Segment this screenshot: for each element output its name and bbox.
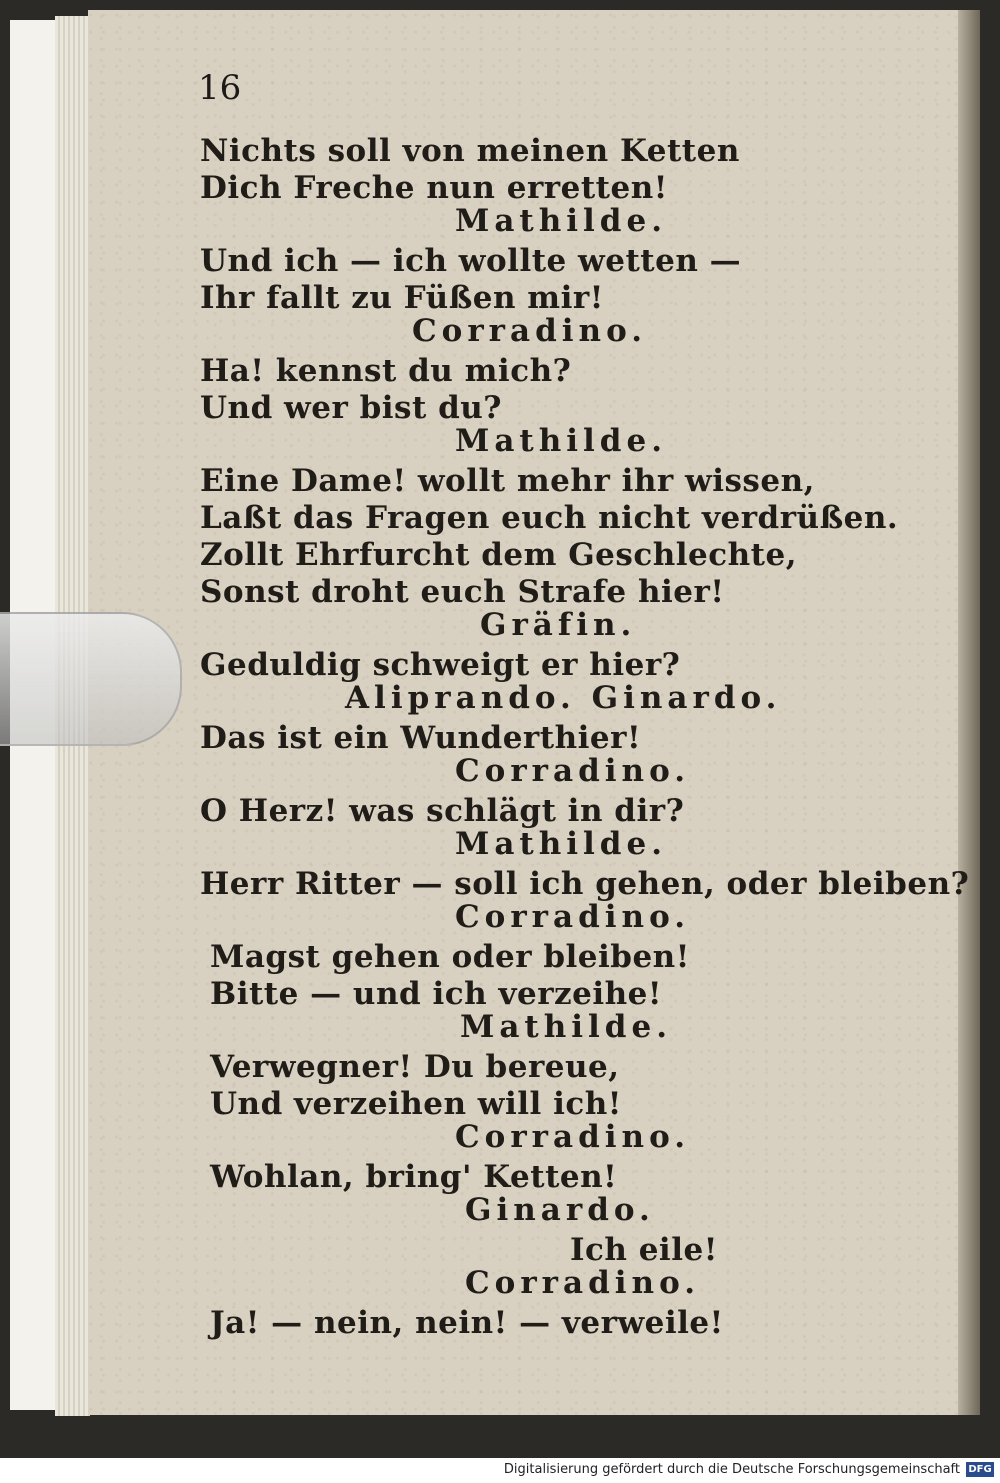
speaker-name: Aliprando. Ginardo. <box>345 680 782 716</box>
verse-line: Und verzeihen will ich! <box>210 1086 622 1122</box>
speaker-name: Ginardo. <box>465 1192 655 1228</box>
verse-line: Zollt Ehrfurcht dem Geschlechte, <box>200 537 798 573</box>
verse-line: Und wer bist du? <box>200 390 502 426</box>
verse-line: Ihr fallt zu Füßen mir! <box>200 280 604 316</box>
verse-line: Laßt das Fragen euch nicht verdrüßen. <box>200 500 899 536</box>
verse-line: Bitte — und ich verzeihe! <box>210 976 662 1012</box>
book-spine-shadow <box>958 10 980 1415</box>
speaker-name: Mathilde. <box>455 826 668 862</box>
verse-line: Und ich — ich wollte wetten — <box>200 243 742 279</box>
verse-line: Verwegner! Du bereue, <box>210 1049 620 1085</box>
page-clip <box>0 612 182 746</box>
page-number: 16 <box>198 68 242 108</box>
footer-bar <box>0 1458 1000 1483</box>
speaker-name: Corradino. <box>455 753 691 789</box>
verse-line: Ja! — nein, nein! — verweile! <box>210 1305 724 1341</box>
verse-line: Wohlan, bring' Ketten! <box>210 1159 618 1195</box>
speaker-name: Corradino. <box>455 1119 691 1155</box>
verse-line: Dich Freche nun erretten! <box>200 170 668 206</box>
speaker-name: Mathilde. <box>455 203 668 239</box>
speaker-name: Mathilde. <box>455 423 668 459</box>
verse-line: Das ist ein Wunderthier! <box>200 720 642 756</box>
verse-line: Herr Ritter — soll ich gehen, oder bleiben? <box>200 866 970 902</box>
verse-line: Sonst droht euch Strafe hier! <box>200 574 725 610</box>
speaker-name: Mathilde. <box>460 1009 673 1045</box>
speaker-name: Corradino. <box>465 1265 701 1301</box>
speaker-name: Corradino. <box>412 313 648 349</box>
speaker-name: Corradino. <box>455 899 691 935</box>
verse-line: O Herz! was schlägt in dir? <box>200 793 685 829</box>
verse-line: Magst gehen oder bleiben! <box>210 939 690 975</box>
dfg-logo: DFG <box>966 1462 994 1477</box>
verse-line: Nichts soll von meinen Ketten <box>200 133 740 169</box>
speaker-name: Gräfin. <box>480 607 637 643</box>
verse-line: Ha! kennst du mich? <box>200 353 572 389</box>
verse-line: Ich eile! <box>570 1232 718 1268</box>
verse-line: Geduldig schweigt er hier? <box>200 647 681 683</box>
verse-line: Eine Dame! wollt mehr ihr wissen, <box>200 463 815 499</box>
funding-credit: Digitalisierung gefördert durch die Deutsche Forschungsgemeinschaft <box>503 1462 960 1477</box>
